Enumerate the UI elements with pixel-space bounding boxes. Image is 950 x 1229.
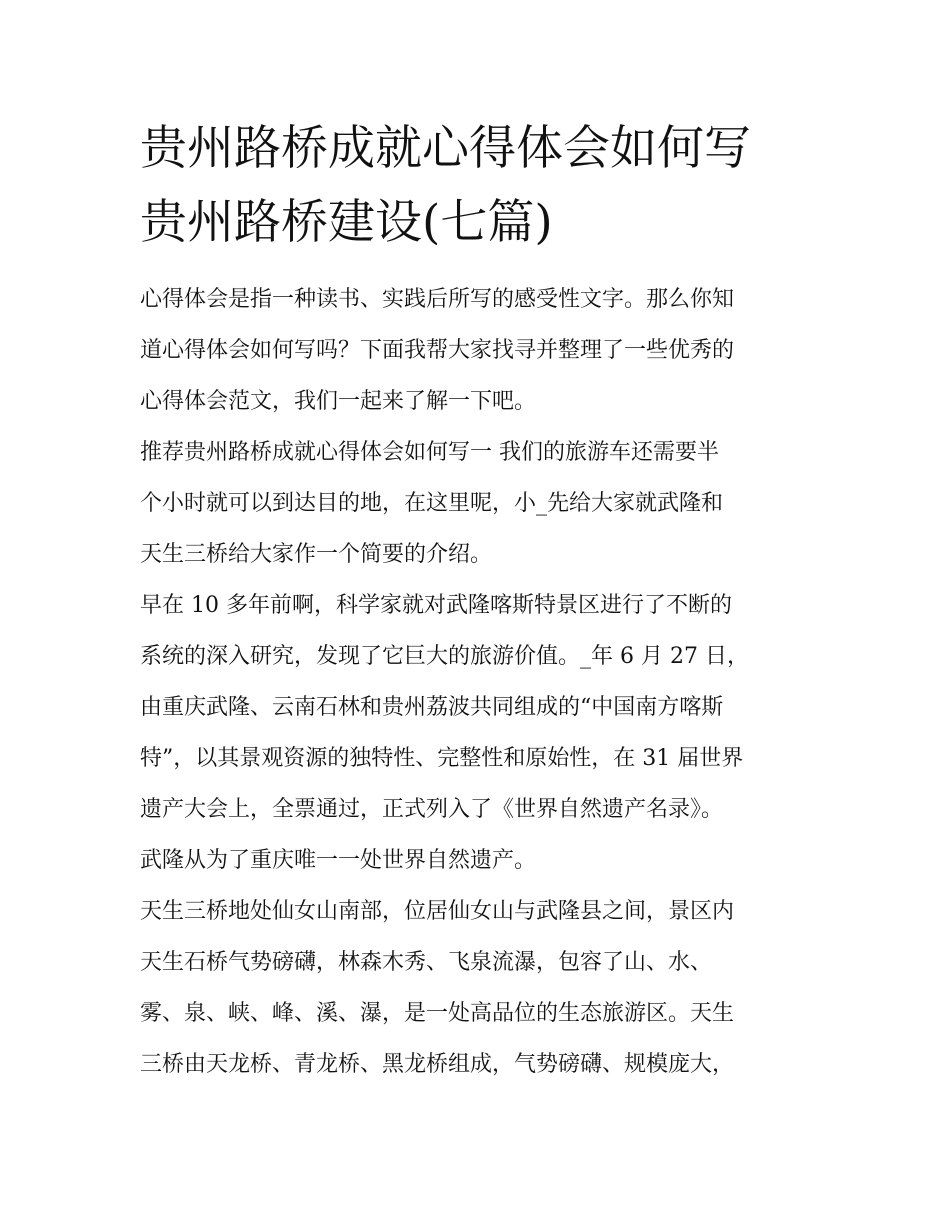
paragraph-intro bbox=[140, 274, 816, 427]
document-page bbox=[140, 112, 816, 1090]
text-line: 天生石桥气势磅礴，林森木秀、飞泉流瀑，包容了山、水、 bbox=[140, 950, 713, 975]
title-line-2: 贵州路桥建设(七篇) bbox=[140, 195, 553, 250]
paragraph-history bbox=[140, 580, 816, 886]
text-line: 由重庆武隆、云南石林和贵州荔波共同组成的“中国南方喀斯 bbox=[140, 695, 724, 720]
text-line: 天生三桥给大家作一个简要的介绍。 bbox=[140, 542, 493, 567]
text-line: 推荐贵州路桥成就心得体会如何写一 我们的旅游车还需要半 bbox=[140, 440, 719, 465]
paragraph-recommendation bbox=[140, 427, 816, 580]
text-line: 天生三桥地处仙女山南部，位居仙女山与武隆县之间，景区内 bbox=[140, 899, 735, 924]
text-line: 雾、泉、峡、峰、溪、瀑，是一处高品位的生态旅游区。天生 bbox=[140, 1001, 735, 1026]
document-title bbox=[140, 112, 816, 260]
paragraph-three-bridges bbox=[140, 886, 816, 1090]
text-line: 心得体会范文，我们一起来了解一下吧。 bbox=[140, 389, 537, 414]
text-line: 道心得体会如何写吗？下面我帮大家找寻并整理了一些优秀的 bbox=[140, 338, 735, 363]
text-line: 心得体会是指一种读书、实践后所写的感受性文字。那么你知 bbox=[140, 287, 735, 312]
document-body bbox=[140, 274, 816, 1090]
text-line: 早在 10 多年前啊，科学家就对武隆喀斯特景区进行了不断的 bbox=[140, 593, 732, 618]
text-line: 个小时就可以到达目的地，在这里呢，小_先给大家就武隆和 bbox=[140, 491, 724, 516]
text-line: 特”，以其景观资源的独特性、完整性和原始性，在 31 届世界 bbox=[140, 746, 744, 771]
title-line-1: 贵州路桥成就心得体会如何写 bbox=[140, 121, 751, 176]
text-line: 系统的深入研究，发现了它巨大的旅游价值。_年 6 月 27 日， bbox=[140, 644, 749, 669]
text-line: 遗产大会上，全票通过，正式列入了《世界自然遗产名录》。 bbox=[140, 797, 724, 822]
text-line: 三桥由天龙桥、青龙桥、黑龙桥组成，气势磅礴、规模庞大， bbox=[140, 1052, 735, 1077]
text-line: 武隆从为了重庆唯一一处世界自然遗产。 bbox=[140, 848, 537, 873]
